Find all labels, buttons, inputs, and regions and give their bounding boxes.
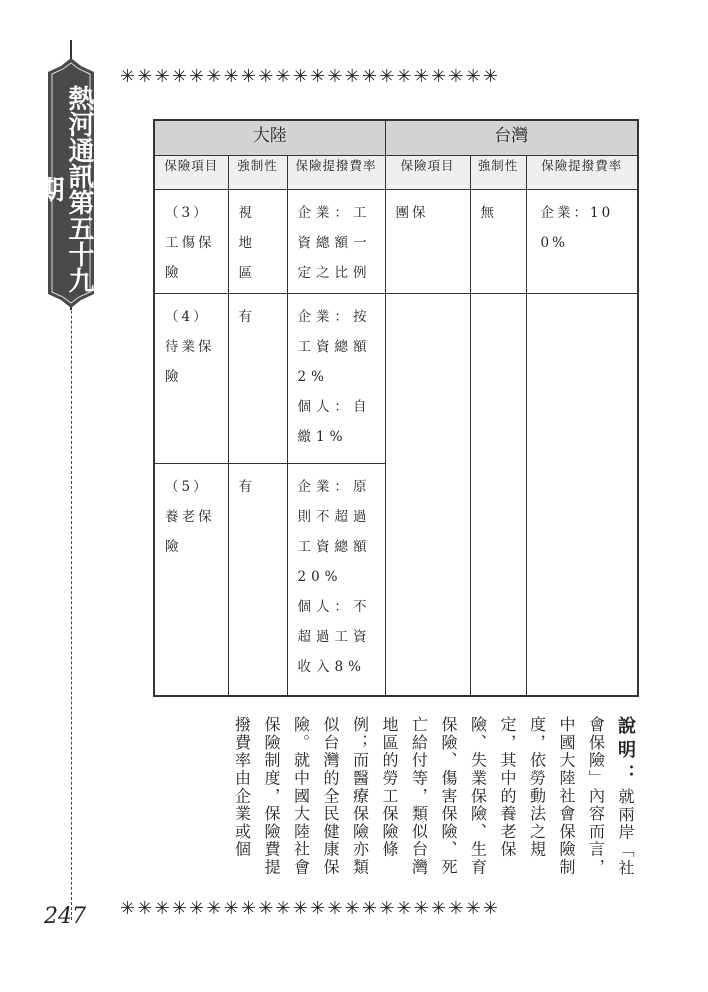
- column-header: 保險項目: [154, 156, 228, 190]
- mandatory-value: 無: [480, 205, 498, 221]
- rate-text: 企業：原則不超過工資總額20%: [297, 479, 372, 585]
- empty-cell: [526, 294, 638, 696]
- column-header: 保險提撥費率: [526, 156, 638, 190]
- column-header: 強制性: [470, 156, 526, 190]
- page-number: 247: [44, 904, 86, 929]
- insurance-item: （3）工傷保險: [165, 205, 215, 281]
- star-divider-top: ✳✳✳✳✳✳✳✳✳✳✳✳✳✳✳✳✳✳✳✳✳✳: [120, 66, 501, 86]
- explanation-body: 就兩岸「社會保險」內容而言，中國大陸社會保險制度，依勞動法之規定，其中的養老保險、失業保險、生育保險、傷害保險、死亡給付等，類似台灣地區的勞工保險條例；而醫療保險亦類似台灣的全民健康保險。就中國大陸社會保險制度，保險費提撥費率由企業或個: [232, 716, 635, 877]
- mandatory-value: 有: [238, 309, 255, 325]
- rate-text: 企業：100%: [540, 205, 614, 251]
- table-row: [154, 294, 638, 464]
- rate-text: 企業：工資總額一定之比例: [297, 205, 372, 281]
- column-header: 保險提撥費率: [287, 156, 385, 190]
- region-header-taiwan: 台灣: [385, 120, 638, 156]
- insurance-item: （4）待業保險: [165, 309, 215, 385]
- explanation-text: [150, 716, 640, 886]
- star-divider-bottom: ✳✳✳✳✳✳✳✳✳✳✳✳✳✳✳✳✳✳✳✳✳✳: [120, 898, 501, 918]
- issue-banner: [34, 58, 94, 308]
- insurance-item: 團保: [395, 205, 429, 221]
- column-header: 保險項目: [385, 156, 470, 190]
- table-row: [154, 190, 638, 294]
- mandatory-value: 有: [238, 479, 255, 495]
- rate-text: 個人：不超過工資收入8%: [297, 599, 372, 675]
- explanation-heading: 說明：: [615, 716, 636, 788]
- rate-text: 企業：按工資總額2%: [297, 309, 372, 385]
- insurance-item: （5）養老保險: [165, 479, 215, 555]
- region-header-mainland: 大陸: [154, 120, 385, 156]
- empty-cell: [385, 294, 470, 696]
- empty-cell: [470, 294, 526, 696]
- insurance-comparison-table: [153, 119, 639, 697]
- column-header: 強制性: [228, 156, 287, 190]
- mandatory-value: 視 地 區: [238, 205, 255, 281]
- rate-text: 個人：自繳1%: [297, 399, 372, 445]
- issue-title: 熱河通訊第五十九期: [34, 85, 94, 293]
